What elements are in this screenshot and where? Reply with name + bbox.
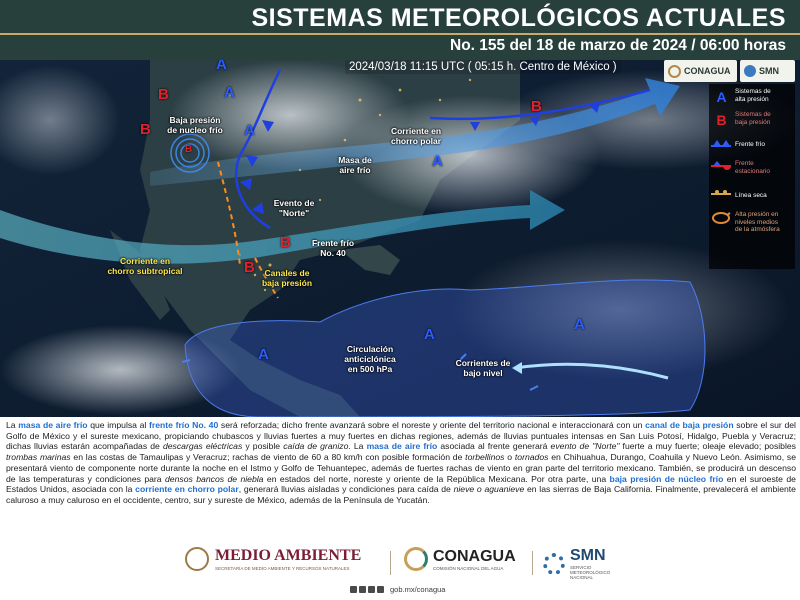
text-segment: en estados del norte, noreste y oriente de la República Mexicana. Por otra parte, una	[263, 473, 610, 484]
satellite-timestamp: 2024/03/18 11:15 UTC ( 05:15 h. Centro de México )	[345, 60, 621, 74]
text-segment: en las sierras de Baja California. Finalmente, prevalecerá el ambiente caluroso a muy caluroso en el occidente, centro, sur y sureste de México, además de la Península de Yucatán.	[6, 484, 796, 505]
italic-phrase: descargas eléctricas	[162, 441, 243, 452]
smn-map-logo	[740, 60, 795, 82]
legend-low-symbol: B	[716, 112, 727, 128]
cold-air-mass-label: Masa de aire frío	[338, 155, 372, 175]
legend-label: Línea seca	[735, 192, 767, 199]
trough-label: Canales de baja presión	[261, 268, 313, 288]
text-segment: asociada al frente generará	[437, 441, 551, 452]
dry-line-icon	[711, 189, 732, 207]
text-segment: fuerte a muy fuerte; oleaje elevado; posibles	[619, 441, 796, 452]
low-pressure-symbol: B	[158, 86, 169, 103]
low-pressure-symbol: B	[280, 234, 291, 251]
norte-event-label: Evento de "Norte"	[273, 198, 315, 218]
x-icon[interactable]	[359, 586, 366, 593]
text-segment: sobre el sur del Golfo de México y el sureste mexicano, propiciando chubascos y lluvias fuertes a muy fuertes en dichas regiones, además de lluvias puntuales intensas en San Luis Potosí, Hidalgo, Puebla y Veracruz; dichas lluvias estarán acompañadas de	[6, 420, 796, 452]
conagua-name: CONAGUA	[433, 547, 516, 565]
footer-divider	[532, 551, 533, 575]
legend-item-dry-line	[711, 189, 795, 207]
legend-label: Frente estacionario	[735, 160, 771, 175]
medio-ambiente-subtitle: SECRETARÍA DE MEDIO AMBIENTE Y RECURSOS NATURALES	[215, 566, 350, 571]
conagua-logo-text: CONAGUA	[684, 66, 731, 76]
italic-phrase: evento de "Norte"	[550, 441, 620, 452]
text-segment: o	[504, 452, 515, 463]
highlighted-phrase: masa de aire frío	[366, 441, 438, 452]
highlighted-phrase: baja presión de núcleo frío	[609, 473, 724, 484]
legend-item-cold-front	[711, 138, 795, 156]
text-segment: en las costas de Tamaulipas y Veracruz; rachas de viento de 60 a 80 km/h con posible formación de	[70, 452, 466, 463]
italic-phrase: caída de granizo	[283, 441, 349, 452]
legend-item-high	[711, 88, 795, 106]
cold-front-label: Frente frío No. 40	[311, 238, 355, 258]
high-pressure-symbol: A	[424, 326, 435, 343]
legend-item-stationary-front	[711, 160, 795, 178]
medio-ambiente-logo	[185, 547, 361, 571]
text-segment: que impulsa al	[87, 420, 149, 430]
conagua-footer-logo	[404, 547, 516, 571]
text-segment: en Chihuahua, Durango, Coahuila y Nuevo León. Asimismo, se presentará viento de componente norte durante la noche en el Istmo y Golfo de Tehuantepec, además de fuertes rachas de viento en gran parte del territorio mexicano. También, se producirá un descenso de las temperaturas y condiciones para	[6, 452, 796, 484]
mid-level-high-icon	[711, 211, 732, 229]
conagua-map-logo	[664, 60, 737, 82]
polar-jet-label: Corriente en chorro polar	[390, 126, 442, 146]
highlighted-phrase: masa de aire frío	[18, 420, 88, 430]
legend-label: Alta presión en niveles medios de la atmósfera	[735, 211, 780, 233]
low-pressure-symbol: B	[531, 98, 542, 115]
highlighted-phrase: frente frío No. 40	[148, 420, 219, 430]
text-segment: será reforzada; dicho frente avanzará sobre el noreste y oriente del territorio nacional e interaccionará con un	[218, 420, 646, 430]
highlighted-phrase: corriente en chorro polar	[135, 484, 239, 495]
text-segment: y posible	[242, 441, 284, 452]
high-pressure-symbol: A	[224, 84, 235, 101]
low-pressure-icon	[711, 111, 732, 129]
legend-item-low	[711, 111, 795, 129]
text-segment: en el suroeste de Estados Unidos, asociada con la	[6, 473, 796, 495]
conagua-ring-icon	[404, 547, 428, 571]
satellite-map	[0, 60, 800, 417]
high-pressure-symbol: A	[244, 122, 255, 139]
government-seal-icon	[185, 547, 209, 571]
italic-phrase: torbellinos	[465, 452, 505, 463]
smn-footer-logo	[543, 547, 610, 580]
legend-label: Sistemas de baja presión	[735, 111, 771, 126]
header-bar	[0, 0, 800, 60]
map-legend	[709, 84, 795, 269]
text-segment: , generará lluvias aisladas y condiciones para caída de	[238, 484, 454, 495]
high-pressure-symbol: A	[432, 153, 443, 170]
footer-divider	[390, 551, 391, 575]
smn-logo-icon	[744, 65, 756, 77]
high-pressure-symbol: A	[258, 346, 269, 363]
subtropical-jet-label: Corriente en chorro subtropical	[107, 256, 183, 276]
youtube-icon[interactable]	[377, 586, 384, 593]
conagua-logo-icon	[668, 65, 681, 78]
low-pressure-symbol: B	[185, 144, 193, 155]
legend-high-symbol: A	[716, 89, 727, 105]
italic-phrase: trombas marinas	[6, 452, 71, 463]
legend-item-mid-level-high	[711, 211, 795, 234]
footer	[0, 543, 800, 600]
legend-label: Sistemas de alta presión	[735, 88, 771, 103]
page-title: SISTEMAS METEOROLÓGICOS ACTUALES	[251, 4, 786, 32]
legend-label: Frente frío	[735, 141, 765, 148]
stationary-front-icon	[711, 160, 732, 178]
low-pressure-symbol: B	[244, 259, 255, 276]
medio-ambiente-name: MEDIO AMBIENTE	[215, 547, 362, 564]
high-pressure-symbol: A	[574, 316, 585, 333]
high-pressure-symbol: A	[216, 60, 227, 73]
italic-phrase: nieve o aguanieve	[453, 484, 525, 495]
smn-logo-text: SMN	[759, 66, 779, 76]
italic-phrase: tornados	[514, 452, 549, 463]
smn-subtitle: SERVICIO METEOROLÓGICO NACIONAL	[570, 565, 611, 580]
italic-phrase: densos bancos de niebla	[165, 473, 264, 484]
anticyclonic-circulation-label: Circulación anticiclónica en 500 hPa	[344, 344, 396, 374]
low-pressure-symbol: B	[140, 121, 151, 138]
highlighted-phrase: canal de baja presión	[645, 420, 734, 430]
social-links	[350, 585, 445, 594]
text-segment: La	[6, 420, 19, 430]
facebook-icon[interactable]	[350, 586, 357, 593]
bulletin-number-date: No. 155 del 18 de marzo de 2024 / 06:00 horas	[450, 37, 786, 54]
low-level-winds-label: Corrientes de bajo nivel	[455, 358, 511, 378]
conagua-subtitle: COMISIÓN NACIONAL DEL AGUA	[433, 565, 504, 571]
instagram-icon[interactable]	[368, 586, 375, 593]
smn-name: SMN	[570, 547, 606, 564]
header-divider	[0, 33, 800, 35]
text-segment: . La	[348, 441, 367, 452]
cold-core-low-label: Baja presión de nucleo frío	[167, 115, 223, 135]
high-pressure-icon	[711, 88, 732, 106]
smn-gear-icon	[543, 553, 565, 575]
cold-front-icon	[711, 138, 732, 156]
website-link[interactable]: gob.mx/conagua	[390, 585, 446, 594]
forecast-description	[6, 420, 796, 543]
